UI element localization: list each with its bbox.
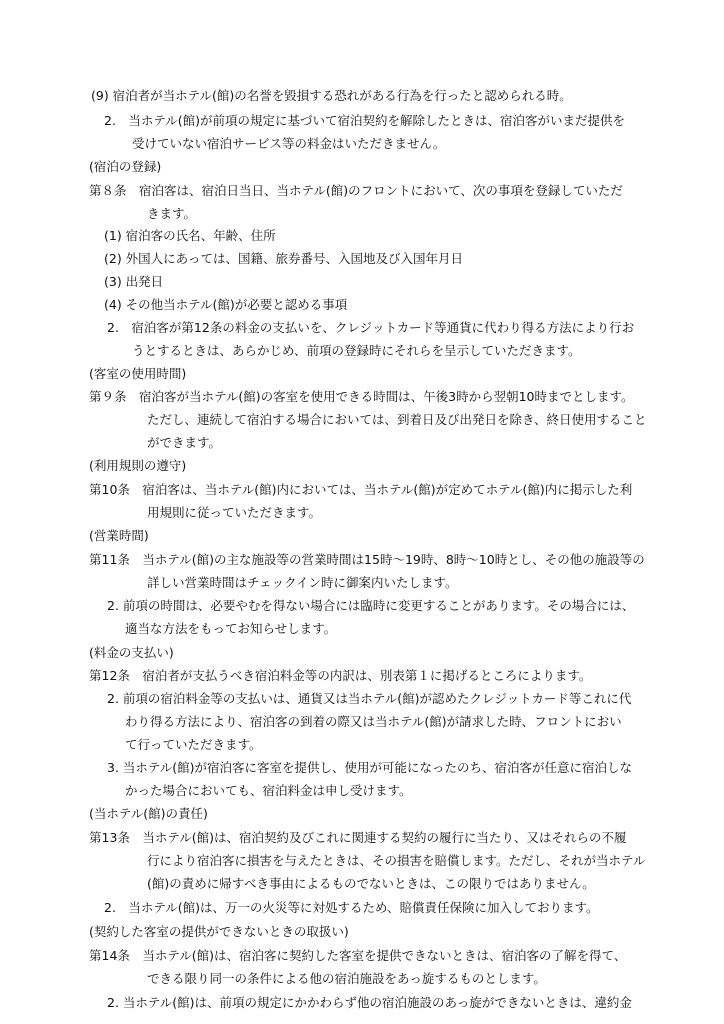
clause-7-paragraph-2: 2. 当ホテル(館)が前項の規定に基づいて宿泊契約を解除したときは、宿泊客がいまだ提供を — [104, 113, 626, 128]
section-heading-liability: (当ホテル(館)の責任) — [89, 806, 208, 821]
article-14-paragraph-2: 2. 当ホテル(館)は、前項の規定にかかわらず他の宿泊施設のあっ旋ができないときは、違約金 — [107, 995, 632, 1010]
article-14: 第14条 当ホテル(館)は、宿泊客に契約した客室を提供できないときは、宿泊客の了解を得て、 — [89, 948, 627, 963]
article-9-cont-1: ただし、連続して宿泊する場合においては、到着日及び出発日を除き、終日使用すること — [147, 412, 647, 427]
section-heading-room-hours: (客室の使用時間) — [89, 366, 187, 381]
article-12-paragraph-2: 2. 前項の宿泊料金等の支払いは、通貨又は当ホテル(館)が認めたクレジットカード等これに代 — [107, 691, 632, 706]
article-13: 第13条 当ホテル(館)は、宿泊契約及びこれに関連する契約の履行に当たり、又はそれらの不履 — [89, 830, 627, 845]
article-10-cont: 用規則に従っていただきます。 — [147, 505, 322, 520]
article-12: 第12条 宿泊者が支払うべき宿泊料金等の内訳は、別表第１に掲げるところによります。 — [89, 668, 592, 683]
article-12-paragraph-3: 3. 当ホテル(館)が宿泊客に客室を提供し、使用が可能になったのち、宿泊客が任意に宿泊しな — [107, 760, 633, 775]
article-8-paragraph-2-cont: うとするときは、あらかじめ、前項の登録時にそれらを呈示していただきます。 — [132, 343, 581, 358]
section-heading-rules: (利用規則の遵守) — [89, 458, 187, 473]
article-12-paragraph-2-cont-1: わり得る方法により、宿泊客の到着の際又は当ホテル(館)が請求した時、フロントにおい — [125, 714, 622, 729]
article-12-paragraph-2-cont-2: て行っていただきます。 — [125, 737, 262, 752]
article-11-cont: 詳しい営業時間はチェックイン時に御案内いたします。 — [147, 575, 458, 590]
article-14-cont: できる限り同一の条件による他の宿泊施設をあっ旋するものとします。 — [147, 971, 546, 986]
section-heading-registration: (宿泊の登録) — [89, 159, 162, 174]
article-10: 第10条 宿泊客は、当ホテル(館)内においては、当ホテル(館)が定めてホテル(館)内に掲示した利 — [89, 482, 633, 497]
clause-7-paragraph-2-cont: 受けていない宿泊サービス等の料金はいただきません。 — [132, 136, 446, 151]
section-heading-room-unavailable: (契約した客室の提供ができないときの取扱い) — [89, 924, 349, 939]
article-8-cont: きます。 — [147, 206, 197, 221]
article-13-cont-1: 行により宿泊客に損害を与えたときは、その損害を賠償します。ただし、それが当ホテル — [147, 853, 646, 868]
article-11-paragraph-2-cont: 適当な方法をもってお知らせします。 — [125, 621, 337, 636]
article-11-paragraph-2: 2. 前項の時間は、必要やむを得ない場合には臨時に変更することがあります。その場合には、 — [107, 598, 635, 613]
article-8-item-3: (3) 出発日 — [104, 274, 164, 289]
section-heading-payment: (料金の支払い) — [89, 645, 174, 660]
article-13-paragraph-2: 2. 当ホテル(館)は、万一の火災等に対処するため、賠償責任保険に加入しております。 — [104, 900, 599, 915]
article-8: 第８条 宿泊客は、宿泊日当日、当ホテル(館)のフロントにおいて、次の事項を登録していただ — [89, 183, 623, 198]
article-8-paragraph-2: 2. 宿泊客が第12条の料金の支払いを、クレジットカード等通貨に代わり得る方法により行お — [107, 320, 635, 335]
article-9-cont-2: ができます。 — [147, 435, 222, 450]
article-8-item-4: (4) その他当ホテル(館)が必要と認める事項 — [104, 297, 348, 312]
article-9: 第９条 宿泊客が当ホテル(館)の客室を使用できる時間は、午後3時から翌朝10時までとします。 — [89, 389, 634, 404]
section-heading-business-hours: (営業時間) — [89, 528, 149, 543]
article-12-paragraph-3-cont: かった場合においても、宿泊料金は申し受けます。 — [125, 783, 412, 798]
article-8-item-2: (2) 外国人にあっては、国籍、旅券番号、入国地及び入国年月日 — [104, 251, 464, 266]
clause-7-item-9: (9) 宿泊者が当ホテル(館)の名誉を毀損する恐れがある行為を行ったと認められる時。 — [91, 88, 572, 103]
article-8-item-1: (1) 宿泊客の氏名、年齢、住所 — [104, 228, 276, 243]
article-13-cont-2: (館)の責めに帰すべき事由によるものでないときは、この限りではありません。 — [147, 876, 595, 891]
article-11: 第11条 当ホテル(館)の主な施設等の営業時間は15時～19時、8時～10時とし、その他の施設等の — [89, 552, 645, 567]
